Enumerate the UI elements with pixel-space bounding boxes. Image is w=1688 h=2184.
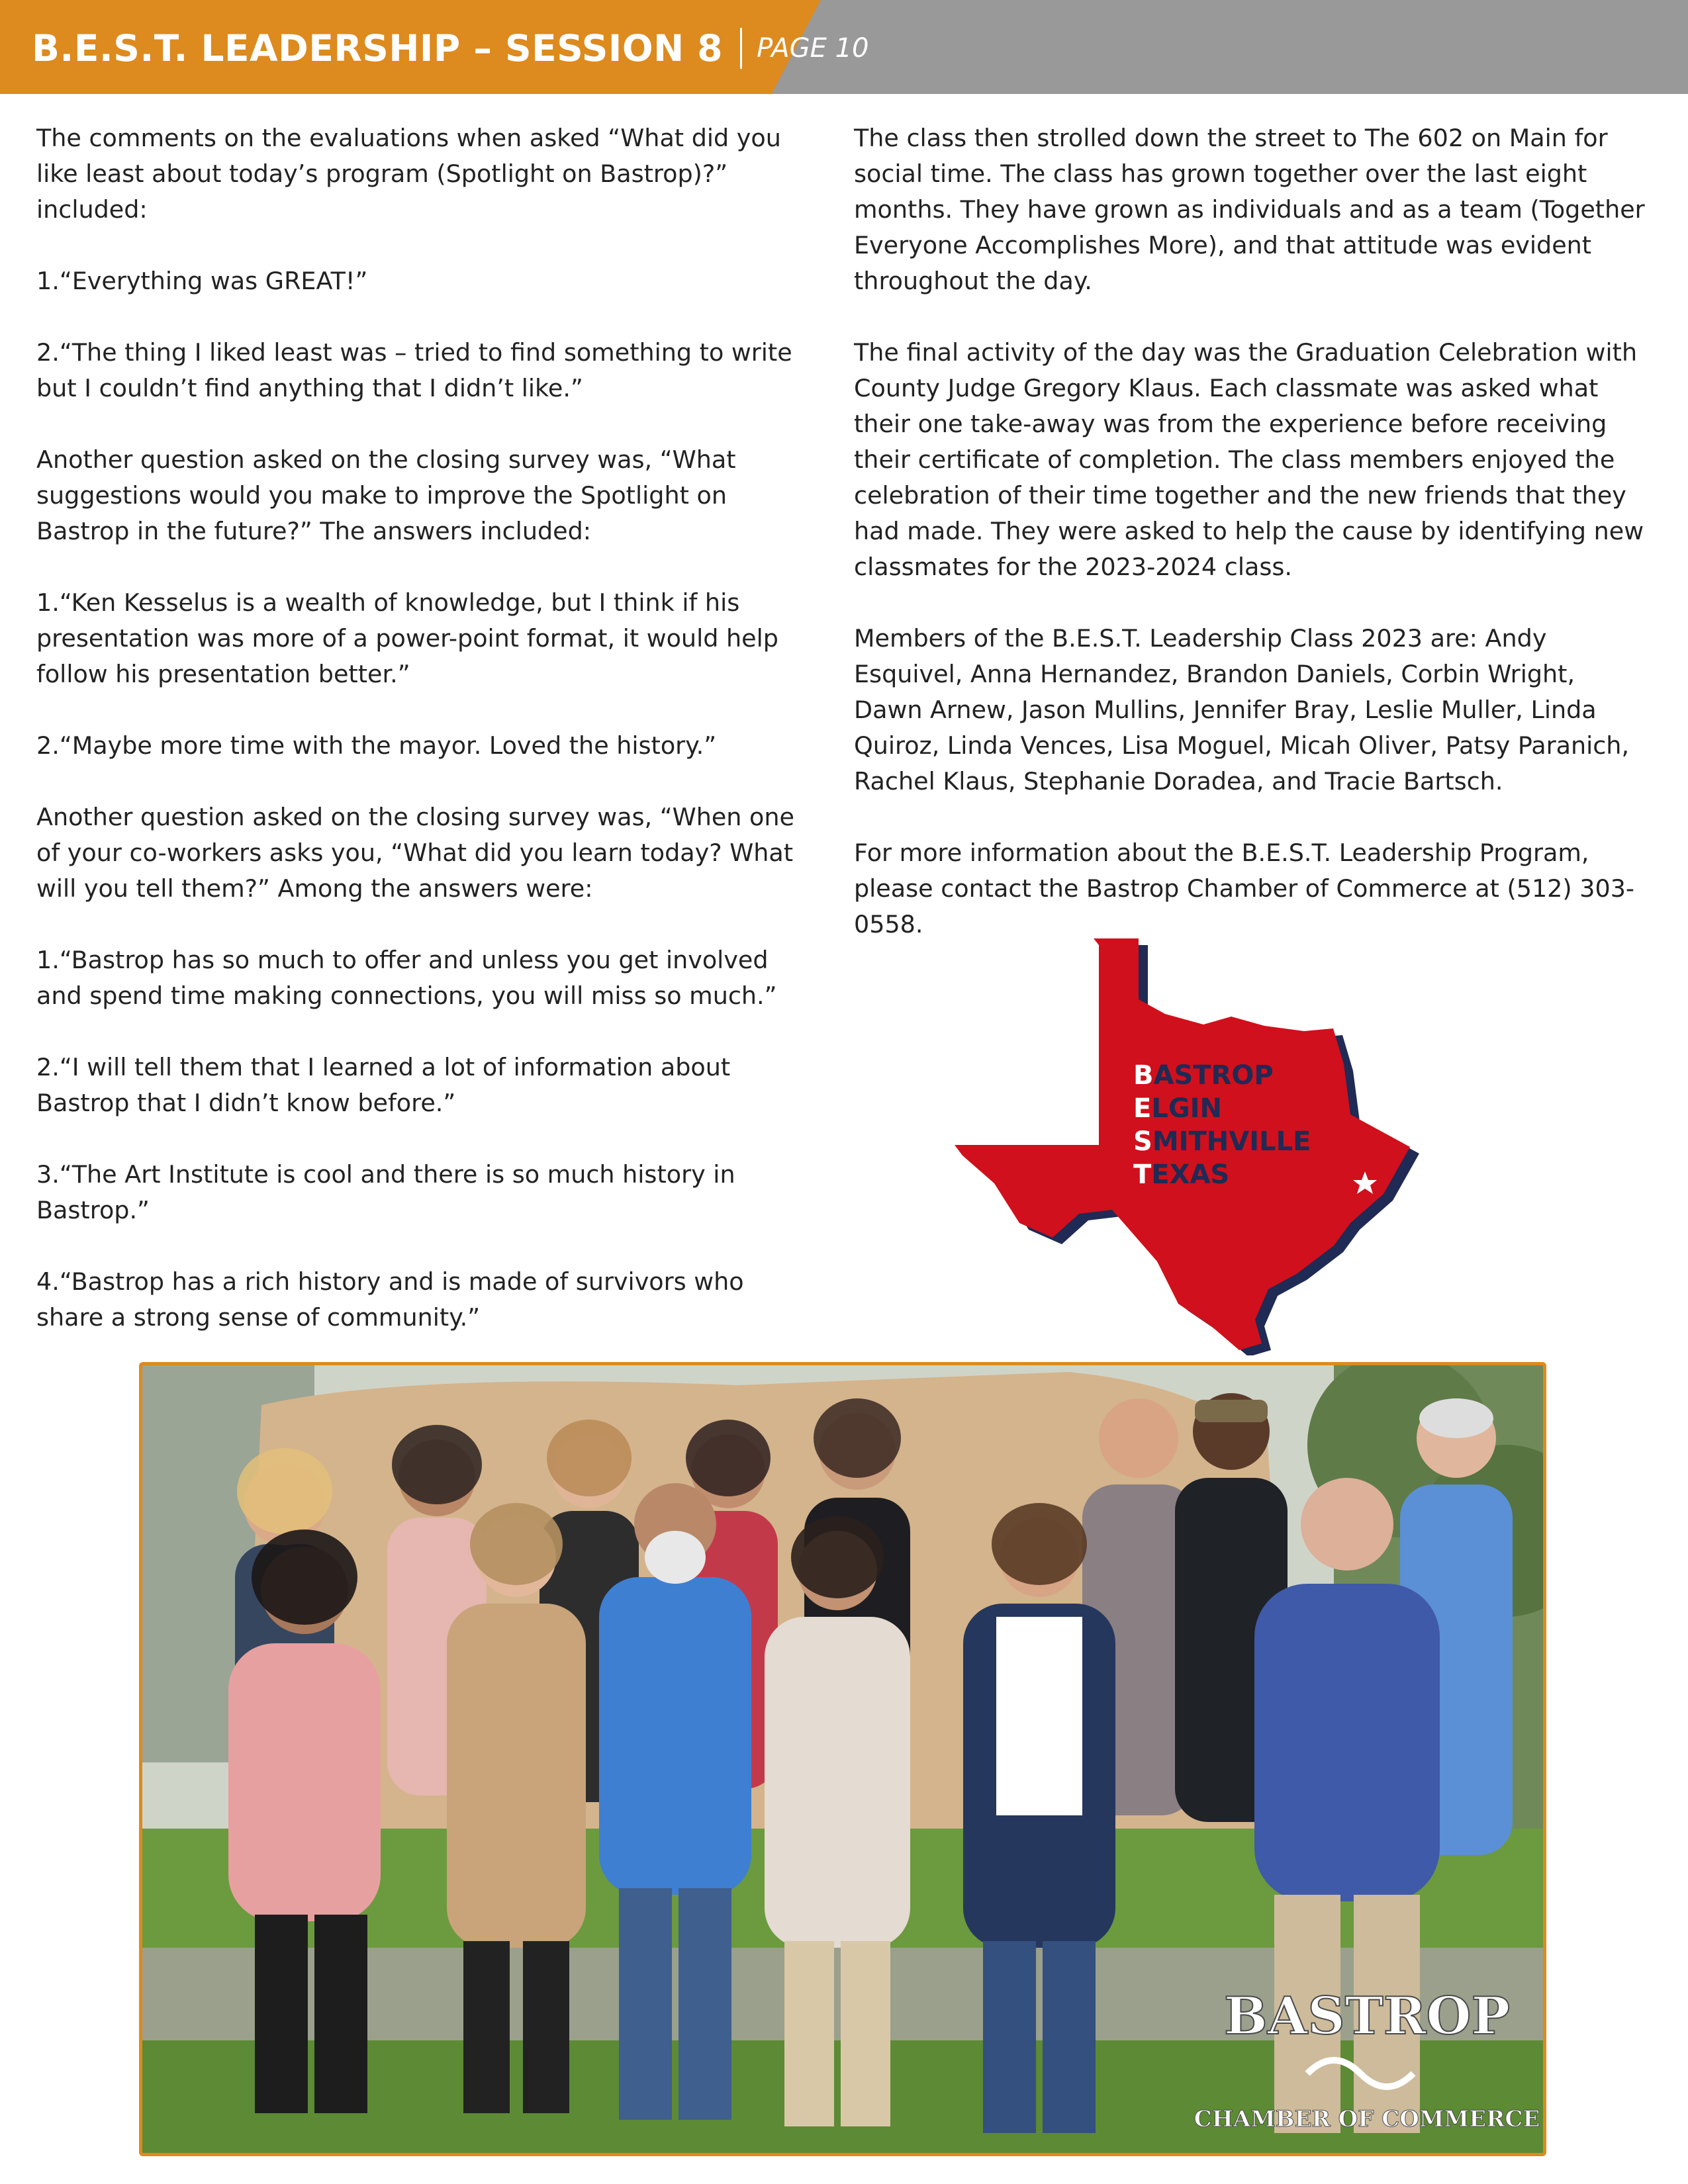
page-title: B.E.S.T. LEADERSHIP – SESSION 8 <box>32 27 724 69</box>
paragraph: 4.“Bastrop has a rich history and is made of survivors who share a strong sense of community.” <box>36 1267 744 1332</box>
paragraph: 3.“The Art Institute is cool and there is so much history in Bastrop.” <box>36 1160 735 1224</box>
best-acronym <box>1133 1059 1311 1191</box>
header-bar-gray <box>728 0 1688 94</box>
paragraph: 1.“Ken Kesselus is a wealth of knowledge, but I think if his presentation was more of a power-point format, it would help follow his presentation better.” <box>36 588 778 688</box>
paragraph: 2.“The thing I liked least was – tried to find something to write but I couldn’t find anything that I didn’t like.” <box>36 338 792 402</box>
acronym-line: SMITHVILLE <box>1133 1126 1311 1157</box>
header-divider <box>740 28 742 69</box>
paragraph: Members of the B.E.S.T. Leadership Class 2023 are: Andy Esquivel, Anna Hernandez, Brandon Daniels, Corbin Wright, Dawn Arnew, Jason Mullins, Jennifer Bray, Leslie Muller, Linda Quiroz, Linda Vences, Lisa Moguel, Micah Oliver, Patsy Paranich, Rachel Klaus, Stephanie Doradea, and Tracie Bartsch. <box>854 624 1630 796</box>
acronym-line: BASTROP <box>1133 1060 1274 1091</box>
paragraph: The comments on the evaluations when asked “What did you like least about today’s program (Spotlight on Bastrop)?” included: <box>36 124 781 224</box>
paragraph: 1.“Everything was GREAT!” <box>36 267 368 295</box>
svg-text:BASTROP: BASTROP <box>1223 1986 1511 2046</box>
paragraph: 1.“Bastrop has so much to offer and unless you get involved and spend time making connections, you will miss so much.” <box>36 946 777 1010</box>
page-header <box>32 25 868 71</box>
paragraph: The class then strolled down the street to The 602 on Main for social time. The class has grown together over the last eight months. They have grown as individuals and as a team (Together Everyone Accomplishes More), and that attitude was evident throughout the day. <box>854 124 1645 295</box>
photo-illustration <box>142 1365 1543 2153</box>
acronym-line: ELGIN <box>1133 1093 1223 1124</box>
group-photo <box>139 1362 1546 2156</box>
paragraph: 2.“Maybe more time with the mayor. Loved the history.” <box>36 731 717 760</box>
contact-paragraph: For more information about the B.E.S.T. Leadership Program, please contact the Bastrop Chamber of Commerce at (512) 303-0558. <box>854 839 1635 938</box>
acronym-line: TEXAS <box>1133 1160 1230 1190</box>
paragraph: The final activity of the day was the Graduation Celebration with County Judge Gregory Klaus. Each classmate was asked what their one take-away was from the experience before receiving their certificate of completion. The class members enjoyed the celebration of their time together and the new friends that they had made. They were asked to help the cause by identifying new classmates for the 2023-2024 class. <box>854 338 1644 581</box>
paragraph: Another question asked on the closing survey was, “When one of your co-workers asks you, “What did you learn today? What will you tell them?” Among the answers were: <box>36 803 794 903</box>
paragraph: 2.“I will tell them that I learned a lot of information about Bastrop that I didn’t know before.” <box>36 1053 731 1117</box>
left-column <box>36 120 818 1336</box>
page-number: PAGE 10 <box>757 33 869 64</box>
svg-text:CHAMBER OF COMMERCE: CHAMBER OF COMMERCE <box>1194 2106 1540 2132</box>
right-column <box>854 120 1648 942</box>
paragraph: Another question asked on the closing survey was, “What suggestions would you make to improve the Spotlight on Bastrop in the future?” The answers included: <box>36 445 736 545</box>
